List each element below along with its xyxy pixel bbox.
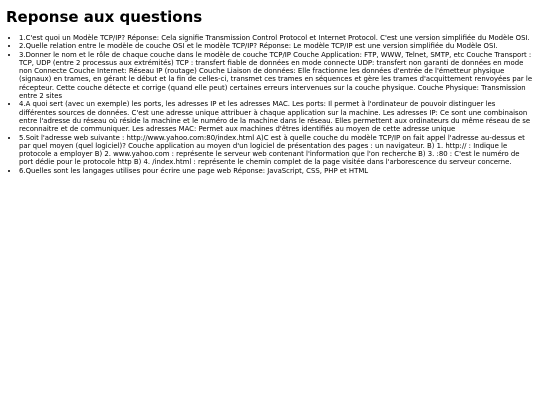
list-item: • 5.Soit l'adresse web suivante : http://www.yahoo.com:80/index.html A)C est à quelle couche du modèle TCP/IP on fait appel l'adresse au-dessus et par quel moyen (quel logiciel)? Couche application au moyen d'un logiciel de présentation des pages : un navigateur. B) 1. http:// : Indique le protocole a employer B) 2. www.yahoo.com : représente le serveur web contenant l'information que l'on recherche B) 3. :80 : C'est le numéro de port dédie pour le protocole http B) 4. /index.html : représente le chemin complet de la page visitée dans l'arborescence du serveur concerne.	[19, 134, 534, 167]
page-title: Reponse aux questions	[6, 8, 203, 26]
list-item: • 2.Quelle relation entre le modèle de couche OSI et le modèle TCP/IP? Réponse: Le modèle TCP/IP est une version simplifiée du Modèle OSI.	[19, 42, 534, 50]
list-item: • 4.A quoi sert (avec un exemple) les ports, les adresses IP et les adresses MAC. Les ports: Il permet à l'ordinateur de pouvoir distinguer les différentes sources de données. C'est une adresse unique attribuer à chaque application sur la machine. Les adresses IP: Ce sont une combinaison entre l'adresse du réseau où réside la machine et le numéro de la machine dans le réseau. Elles permettent aux ordinateurs du même réseau de se reconnaitre et de communiquer. Les adresses MAC: Permet aux machines d'êtres identifiés au moyen de cette adresse unique	[19, 100, 534, 133]
list-item: • 1.C'est quoi un Modèle TCP/IP? Réponse: Cela signifie Transmission Control Protocol et Internet Protocol. C'est une version simplifiée du Modèle OSI.	[19, 34, 534, 42]
list-item: • 3.Donner le nom et le rôle de chaque couche dans le modèle de couche TCP/IP Couche Application: FTP, WWW, Telnet, SMTP, etc Couche Transport : TCP, UDP (entre 2 processus aux extrémités) TCP : transfert fiable de données en mode connecte UDP: transfert non garanti de données en mode non Connecte Couche Internet: Réseau IP (routage) Couche Liaison de données: Elle fractionne les données d'entrée de l'émetteur physique (signaux) en trames, en gérant le début et la fin de celles-ci, transmet ces trames en séquences et gère les trames d'acquittement renvoyées par le récepteur. Cette couche détecte et corrige (quand elle peut) certaines erreurs intervenues sur la couche physique. Couche Physique: Transmission entre 2 sites	[19, 51, 534, 101]
answers-list	[6, 34, 534, 175]
list-item: • 6.Quelles sont les langages utilises pour écrire une page web Réponse: JavaScript, CSS, PHP et HTML	[19, 167, 534, 175]
page	[0, 0, 540, 175]
